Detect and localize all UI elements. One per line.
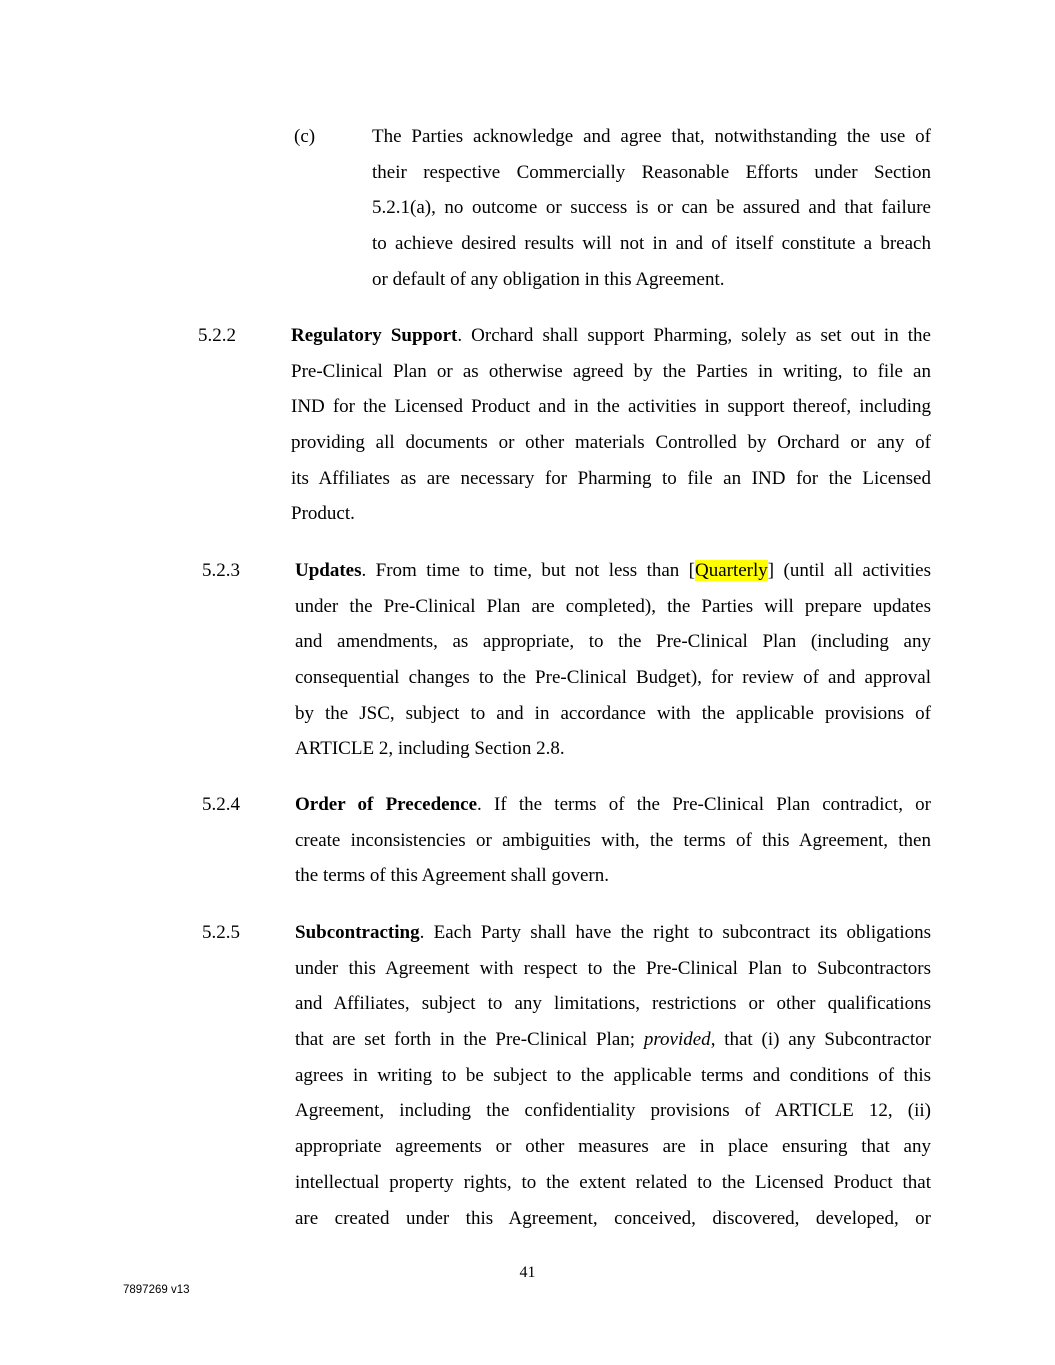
text-line: ARTICLE 2, including Section 2.8. [295, 738, 565, 760]
text-line: and Affiliates, subject to any limitations, restrictions or other qualifications [295, 993, 931, 1015]
text-line: intellectual property rights, to the extent related to the Licensed Product that [295, 1171, 931, 1193]
text-line: appropriate agreements or other measures are in place ensuring that any [295, 1136, 931, 1158]
text-run: . Each Party shall have the right to subcontract its obligations [419, 922, 931, 943]
page-number: 41 [519, 1264, 536, 1281]
text-line [291, 318, 931, 354]
clause-number: (c) [294, 126, 316, 147]
text-run: ] (until all activities [767, 560, 931, 581]
section-heading: Subcontracting [295, 922, 420, 943]
text-run: . Orchard shall support Pharming, solely as set out in the [457, 325, 931, 346]
text-line: 5.2.1(a), no outcome or success is or can be assured and that failure [372, 197, 931, 219]
text-line: Agreement, including the confidentiality provisions of ARTICLE 12, (ii) [295, 1100, 931, 1122]
text-line [295, 1022, 931, 1058]
text-line: create inconsistencies or ambiguities with, the terms of this Agreement, then [295, 829, 931, 851]
section-number: 5.2.2 [198, 325, 236, 346]
section-heading: Updates [295, 560, 362, 581]
text-line: IND for the Licensed Product and in the activities in support thereof, including [291, 396, 931, 418]
text-line: their respective Commercially Reasonable Efforts under Section [372, 161, 931, 183]
text-line: its Affiliates as are necessary for Pharming to file an IND for the Licensed [291, 467, 931, 489]
text-line [295, 915, 931, 951]
text-line: under this Agreement with respect to the Pre-Clinical Plan to Subcontractors [295, 957, 931, 979]
section-number: 5.2.5 [202, 922, 240, 943]
clause-c-text [372, 119, 931, 297]
text-run: . From time to time, but not less than [ [361, 560, 695, 581]
text-line: Pre-Clinical Plan or as otherwise agreed by the Parties in writing, to file an [291, 360, 931, 382]
text-line: consequential changes to the Pre-Clinical Budget), for review of and approval [295, 667, 931, 689]
section-number: 5.2.3 [202, 560, 240, 581]
section-5-2-2-text [291, 318, 931, 532]
text-line: are created under this Agreement, conceived, discovered, developed, or [295, 1207, 931, 1229]
section-heading: Regulatory Support [291, 325, 458, 346]
section-5-2-5-text [295, 915, 931, 1236]
highlighted-text: Quarterly [694, 560, 768, 581]
text-line: the terms of this Agreement shall govern. [295, 865, 609, 887]
text-line [295, 553, 931, 589]
text-run: , that (i) any Subcontractor [710, 1029, 931, 1051]
text-line: providing all documents or other materials Controlled by Orchard or any of [291, 432, 931, 454]
text-line: by the JSC, subject to and in accordance with the applicable provisions of [295, 702, 931, 724]
text-run: . If the terms of the Pre-Clinical Plan contradict, or [477, 794, 932, 815]
section-heading: Order of Precedence [295, 794, 478, 815]
emphasis-text: provided [643, 1029, 711, 1051]
text-line [295, 787, 931, 823]
text-line: agrees in writing to be subject to the applicable terms and conditions of this [295, 1064, 931, 1086]
text-line: or default of any obligation in this Agreement. [372, 268, 725, 290]
document-id: 7897269 v13 [123, 1284, 190, 1296]
text-run: that are set forth in the Pre-Clinical Plan; [295, 1029, 644, 1051]
section-5-2-3-text [295, 553, 931, 767]
text-line: Product. [291, 503, 355, 525]
text-line: to achieve desired results will not in and of itself constitute a breach [372, 233, 931, 255]
text-line: under the Pre-Clinical Plan are completed), the Parties will prepare updates [295, 595, 931, 617]
section-number: 5.2.4 [202, 794, 240, 815]
section-5-2-4-text [295, 787, 931, 894]
text-line: and amendments, as appropriate, to the Pre-Clinical Plan (including any [295, 631, 931, 653]
text-line: The Parties acknowledge and agree that, notwithstanding the use of [372, 126, 931, 147]
